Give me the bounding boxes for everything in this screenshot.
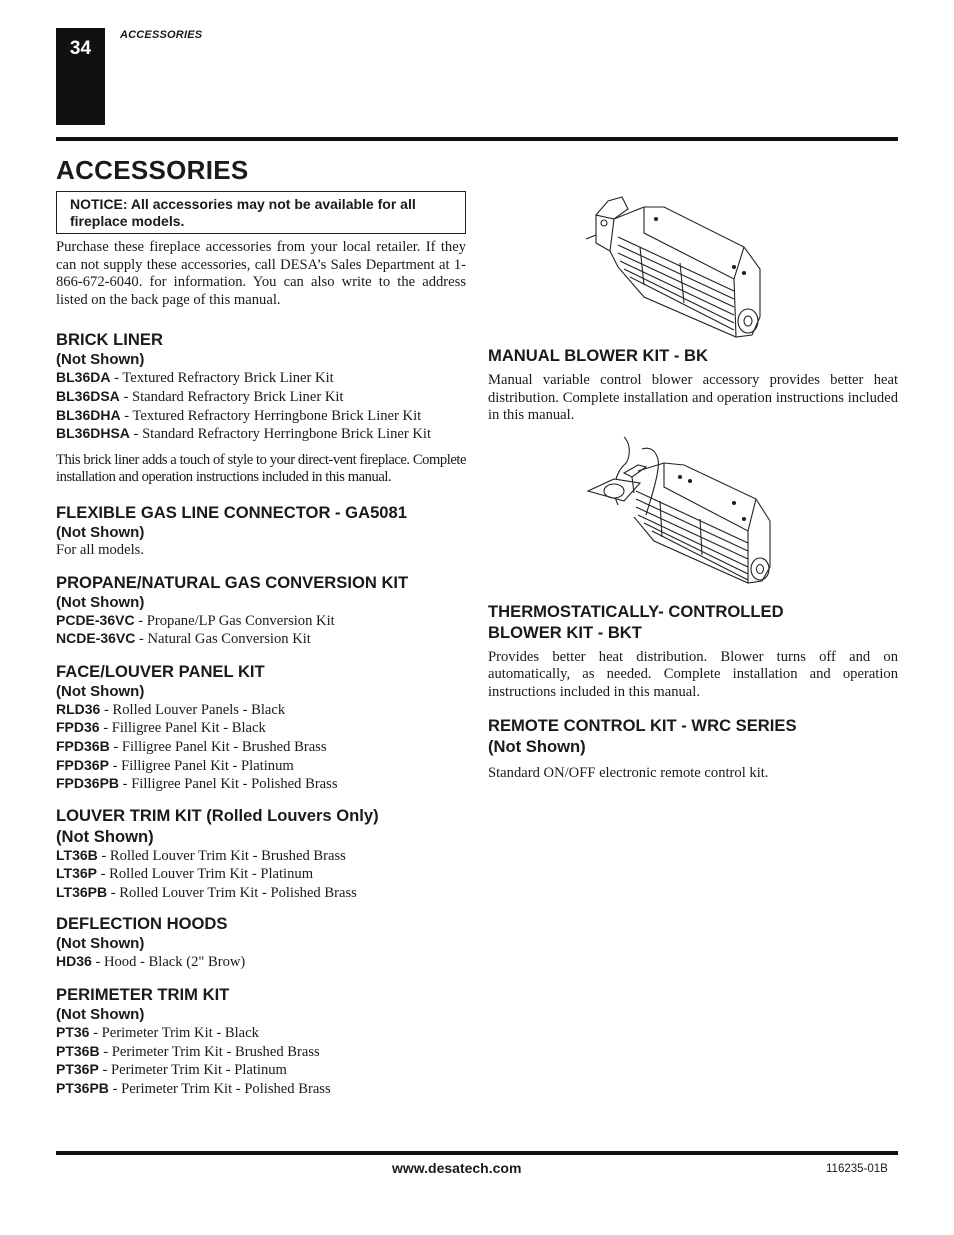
item-desc: - Filligree Panel Kit - Black xyxy=(99,720,266,737)
page-number-tab xyxy=(56,28,105,125)
section-remote-control xyxy=(488,715,898,783)
item-code: PT36 xyxy=(56,1024,90,1041)
list-item xyxy=(56,953,466,972)
item-code: BL36DSA xyxy=(56,387,120,404)
header-rule xyxy=(56,137,898,141)
item-code: BL36DA xyxy=(56,369,111,386)
list-item xyxy=(56,884,466,903)
manual-blower-text: Manual variable control blower accessory provides better heat distribution. Complete installation and operation instructions included in this manual. xyxy=(488,372,898,424)
section-louver-trim xyxy=(56,805,466,903)
page-number: 34 xyxy=(69,38,92,59)
not-shown-label: (Not Shown) xyxy=(488,736,586,756)
running-head: ACCESSORIES xyxy=(120,29,203,41)
list-item xyxy=(56,1024,466,1043)
list-item xyxy=(56,719,466,738)
item-code: HD36 xyxy=(56,953,92,970)
list-item xyxy=(56,1080,466,1099)
list-item xyxy=(56,847,466,866)
not-shown-label: (Not Shown) xyxy=(56,523,145,541)
section-heading-line2: BLOWER KIT - BKT xyxy=(488,622,642,642)
item-desc: - Rolled Louver Trim Kit - Platinum xyxy=(96,866,314,883)
section-heading: LOUVER TRIM KIT (Rolled Louvers Only) xyxy=(56,805,379,825)
item-code: PCDE-36VC xyxy=(56,611,135,628)
section-heading: FLEXIBLE GAS LINE CONNECTOR - GA5081 xyxy=(56,502,407,522)
item-desc: - Perimeter Trim Kit - Black xyxy=(89,1025,259,1042)
item-desc: - Rolled Louver Trim Kit - Brushed Brass xyxy=(97,847,346,864)
item-desc: - Propane/LP Gas Conversion Kit xyxy=(134,612,335,629)
section-deflection-hoods xyxy=(56,913,466,972)
section-heading: MANUAL BLOWER KIT - BK xyxy=(488,346,708,365)
item-code: FPD36 xyxy=(56,719,100,736)
list-item xyxy=(56,425,466,444)
section-heading-line1: THERMOSTATICALLY- CONTROLLED xyxy=(488,601,784,621)
item-desc: - Textured Refractory Herringbone Brick Liner Kit xyxy=(120,407,422,424)
section-manual-blower xyxy=(488,345,898,425)
item-code: LT36P xyxy=(56,865,97,882)
item-desc: - Perimeter Trim Kit - Platinum xyxy=(98,1062,287,1079)
item-desc: - Textured Refractory Brick Liner Kit xyxy=(110,370,334,387)
item-desc: - Filligree Panel Kit - Polished Brass xyxy=(119,776,338,793)
list-item xyxy=(56,388,466,407)
not-shown-label: (Not Shown) xyxy=(56,1006,145,1024)
item-desc: - Perimeter Trim Kit - Brushed Brass xyxy=(99,1043,320,1060)
section-heading: FACE/LOUVER PANEL KIT xyxy=(56,661,265,681)
footer-rule xyxy=(56,1151,898,1155)
item-code: LT36B xyxy=(56,846,98,863)
item-desc: - Filligree Panel Kit - Platinum xyxy=(108,757,294,774)
list-item xyxy=(56,407,466,426)
notice-box: NOTICE: All accessories may not be available for all fireplace models. xyxy=(56,191,466,234)
left-column xyxy=(56,239,466,1098)
list-item xyxy=(56,1061,466,1080)
item-desc: - Filligree Panel Kit - Brushed Brass xyxy=(109,738,327,755)
footer-doc-code: 116235-01B xyxy=(826,1163,888,1175)
item-code: PT36B xyxy=(56,1042,100,1059)
item-code: RLD36 xyxy=(56,700,101,717)
item-desc: - Standard Refractory Herringbone Brick Liner Kit xyxy=(129,426,432,443)
section-brick-liner xyxy=(56,329,466,487)
list-item xyxy=(56,630,466,649)
list-item xyxy=(56,757,466,776)
list-item xyxy=(56,775,466,794)
list-item xyxy=(56,738,466,757)
section-heading: PROPANE/NATURAL GAS CONVERSION KIT xyxy=(56,572,409,592)
right-column xyxy=(488,187,898,782)
manual-blower-illustration xyxy=(584,187,774,339)
section-thermostatic-blower xyxy=(488,601,898,702)
item-code: PT36P xyxy=(56,1061,99,1078)
item-desc: - Natural Gas Conversion Kit xyxy=(135,631,311,648)
intro-paragraph: Purchase these fireplace accessories from your local retailer. If they can not supply these accessories, call DESA’s Sales Department at 1-866-672-6040. for information. You can also write to the address listed on the back page of this manual. xyxy=(56,239,466,308)
item-code: NCDE-36VC xyxy=(56,630,136,647)
section-heading: REMOTE CONTROL KIT - WRC SERIES xyxy=(488,715,797,735)
item-code: PT36PB xyxy=(56,1079,109,1096)
section-flexible-gas-line xyxy=(56,502,466,560)
item-code: LT36PB xyxy=(56,883,108,900)
list-item xyxy=(56,1043,466,1062)
section-heading: BRICK LINER xyxy=(56,330,163,350)
section-conversion-kit xyxy=(56,572,466,649)
not-shown-label: (Not Shown) xyxy=(56,826,154,846)
remote-control-text: Standard ON/OFF electronic remote control kit. xyxy=(488,764,769,781)
item-code: FPD36P xyxy=(56,756,109,773)
list-item xyxy=(56,701,466,720)
not-shown-label: (Not Shown) xyxy=(56,935,145,953)
list-item xyxy=(56,612,466,631)
section-heading: DEFLECTION HOODS xyxy=(56,914,228,934)
item-code: FPD36B xyxy=(56,737,110,754)
not-shown-label: (Not Shown) xyxy=(56,593,145,611)
thermostatic-blower-text: Provides better heat distribution. Blower turns off and on automatically, as needed. Complete installation and operation instructions included in this manual. xyxy=(488,648,898,700)
item-desc: - Rolled Louver Trim Kit - Polished Brass xyxy=(107,884,357,901)
item-code: BL36DHSA xyxy=(56,425,130,442)
section-text: For all models. xyxy=(56,541,144,558)
list-item xyxy=(56,369,466,388)
item-desc: - Hood - Black (2" Brow) xyxy=(91,954,246,971)
item-desc: - Standard Refractory Brick Liner Kit xyxy=(119,388,344,405)
not-shown-label: (Not Shown) xyxy=(56,351,145,369)
footer-url: www.desatech.com xyxy=(392,1160,522,1176)
not-shown-label: (Not Shown) xyxy=(56,682,145,700)
section-face-louver-panel xyxy=(56,661,466,794)
item-code: BL36DHA xyxy=(56,406,121,423)
section-perimeter-trim xyxy=(56,984,466,1098)
thermostatic-blower-illustration xyxy=(584,435,780,585)
page-title: ACCESSORIES xyxy=(56,155,249,185)
brick-liner-note: This brick liner adds a touch of style to your direct-vent fireplace. Complete installation and operation instructions included in this manual. xyxy=(56,451,466,486)
section-heading: PERIMETER TRIM KIT xyxy=(56,985,230,1005)
item-code: FPD36PB xyxy=(56,775,120,792)
item-desc: - Rolled Louver Panels - Black xyxy=(100,701,286,718)
list-item xyxy=(56,865,466,884)
item-desc: - Perimeter Trim Kit - Polished Brass xyxy=(108,1080,331,1097)
